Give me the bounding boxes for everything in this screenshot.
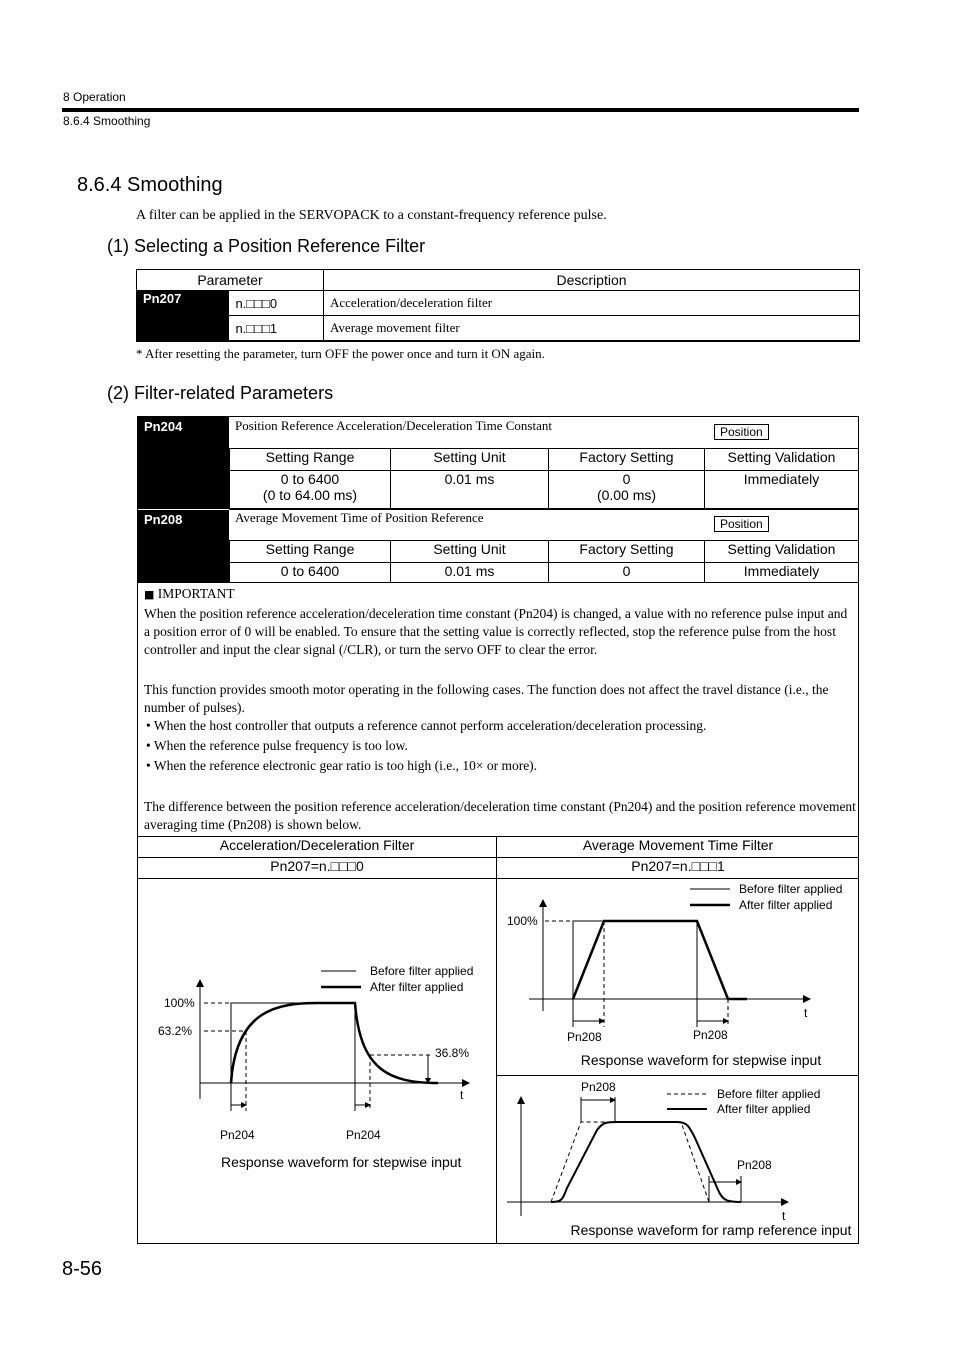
rb-caption: Response waveform for ramp reference input <box>570 1222 852 1238</box>
rt-pn208-a: Pn208 <box>567 1030 602 1044</box>
avg-move-stepwise-figure <box>497 879 859 1075</box>
rb-legend-after: After filter applied <box>717 1102 811 1116</box>
subsection-1-title: (1) Selecting a Position Reference Filter <box>107 236 426 256</box>
reset-note: * After resetting the parameter, turn OFF the power once and turn it ON again. <box>136 346 545 361</box>
param-desc-1: Average movement filter <box>324 316 860 342</box>
pn208-h-validation: Setting Validation <box>705 541 859 563</box>
rb-filtered-curve <box>551 1122 741 1202</box>
bullet-1: • When the host controller that outputs a reference cannot perform acceleration/deceleration processing. <box>146 718 707 733</box>
pn204-settings <box>229 448 859 509</box>
col-description: Description <box>324 270 860 291</box>
pn208-validation: Immediately <box>705 563 859 583</box>
param-code-1: n.□□□1 <box>229 316 324 342</box>
rb-legend-before: Before filter applied <box>717 1087 821 1101</box>
important-label: ■ IMPORTANT <box>144 586 235 601</box>
param-code-0: n.□□□0 <box>229 291 324 316</box>
left-filtered-curve <box>231 1003 438 1083</box>
header-rule <box>62 108 859 112</box>
left-y100: 100% <box>164 996 195 1010</box>
bullet-2: • When the reference pulse frequency is too low. <box>146 738 408 753</box>
param-pn208: Pn208 <box>138 510 229 583</box>
difference-text: The difference between the position reference acceleration/deceleration time constant (Pn204) and the position reference movement averaging time (Pn208) is shown below. <box>144 799 856 832</box>
pn204-range: 0 to 6400 (0 to 64.00 ms) <box>230 471 391 509</box>
param-pn204: Pn204 <box>138 417 229 509</box>
rb-t-label: t <box>782 1209 786 1223</box>
important-text: When the position reference acceleration/deceleration time constant (Pn204) is changed, a value with no reference pulse input and a position error of 0 will be enabled. To ensure that the setting value is correctly reflected, stop the reference pulse from the host controller and input the clear signal (/CLR), or turn the servo OFF to clear the error. <box>144 606 848 657</box>
pn208-h-range: Setting Range <box>230 541 391 563</box>
section-title: 8.6.4 Smoothing <box>77 174 223 196</box>
pn208-range: 0 to 6400 <box>230 563 391 583</box>
pn204-title: Position Reference Acceleration/Deceleration Time Constant <box>235 418 552 433</box>
accel-decel-filter-figure <box>138 879 496 1244</box>
rb-pn208-side: Pn208 <box>737 1158 772 1172</box>
pn208-h-unit: Setting Unit <box>391 541 549 563</box>
left-pn204-a: Pn204 <box>220 1128 255 1142</box>
pn204-unit: 0.01 ms <box>391 471 549 509</box>
rt-legend-before: Before filter applied <box>739 882 843 896</box>
rt-pn208-b: Pn208 <box>693 1028 728 1042</box>
header-chapter: 8 Operation <box>63 90 126 104</box>
col-parameter: Parameter <box>137 270 324 291</box>
param-desc-0: Acceleration/deceleration filter <box>324 291 860 316</box>
right-figure-heading: Average Movement Time Filter <box>582 837 774 853</box>
pn208-settings <box>229 540 859 583</box>
function-text: This function provides smooth motor operating in the following cases. The function does not affect the travel distance (i.e., the number of pulses). <box>144 682 829 715</box>
pn208-unit: 0.01 ms <box>391 563 549 583</box>
rt-filtered-curve <box>573 921 747 999</box>
pn204-factory: 0 (0.00 ms) <box>549 471 705 509</box>
pn204-h-validation: Setting Validation <box>705 449 859 471</box>
rt-t-label: t <box>804 1006 808 1020</box>
rb-pn208-top: Pn208 <box>581 1080 616 1094</box>
pn204-badge: Position <box>714 424 769 440</box>
subsection-2-title: (2) Filter-related Parameters <box>107 383 334 403</box>
intro-text: A filter can be applied in the SERVOPACK to a constant-frequency reference pulse. <box>136 208 607 223</box>
pn204-h-factory: Factory Setting <box>549 449 705 471</box>
left-caption: Response waveform for stepwise input <box>221 1154 462 1170</box>
left-figure-code: Pn207=n.□□□0 <box>270 858 364 874</box>
bullet-3: • When the reference electronic gear ratio is too high (i.e., 10× or more). <box>146 758 538 773</box>
rt-y100: 100% <box>507 914 538 928</box>
left-y368: 36.8% <box>435 1046 470 1060</box>
page-number: 8-56 <box>62 1258 103 1280</box>
pn208-badge: Position <box>714 516 769 532</box>
filter-select-table <box>136 269 860 342</box>
pn208-title: Average Movement Time of Position Reference <box>235 510 484 525</box>
header-section: 8.6.4 Smoothing <box>63 114 151 128</box>
pn208-h-factory: Factory Setting <box>549 541 705 563</box>
pn204-validation: Immediately <box>705 471 859 509</box>
left-t-label: t <box>460 1088 464 1102</box>
left-legend-after: After filter applied <box>370 980 464 994</box>
avg-move-ramp-figure <box>497 1076 859 1244</box>
left-legend-before: Before filter applied <box>370 964 474 978</box>
filter-params-box <box>137 416 859 1244</box>
param-pn207: Pn207 <box>137 291 229 342</box>
rt-legend-after: After filter applied <box>739 898 833 912</box>
right-figure-code: Pn207=n.□□□1 <box>631 858 725 874</box>
pn204-h-range: Setting Range <box>230 449 391 471</box>
left-pn204-b: Pn204 <box>346 1128 381 1142</box>
left-figure-heading: Acceleration/Deceleration Filter <box>219 837 415 853</box>
left-y632: 63.2% <box>158 1024 193 1038</box>
rt-caption: Response waveform for stepwise input <box>580 1052 822 1068</box>
pn208-factory: 0 <box>549 563 705 583</box>
pn204-h-unit: Setting Unit <box>391 449 549 471</box>
